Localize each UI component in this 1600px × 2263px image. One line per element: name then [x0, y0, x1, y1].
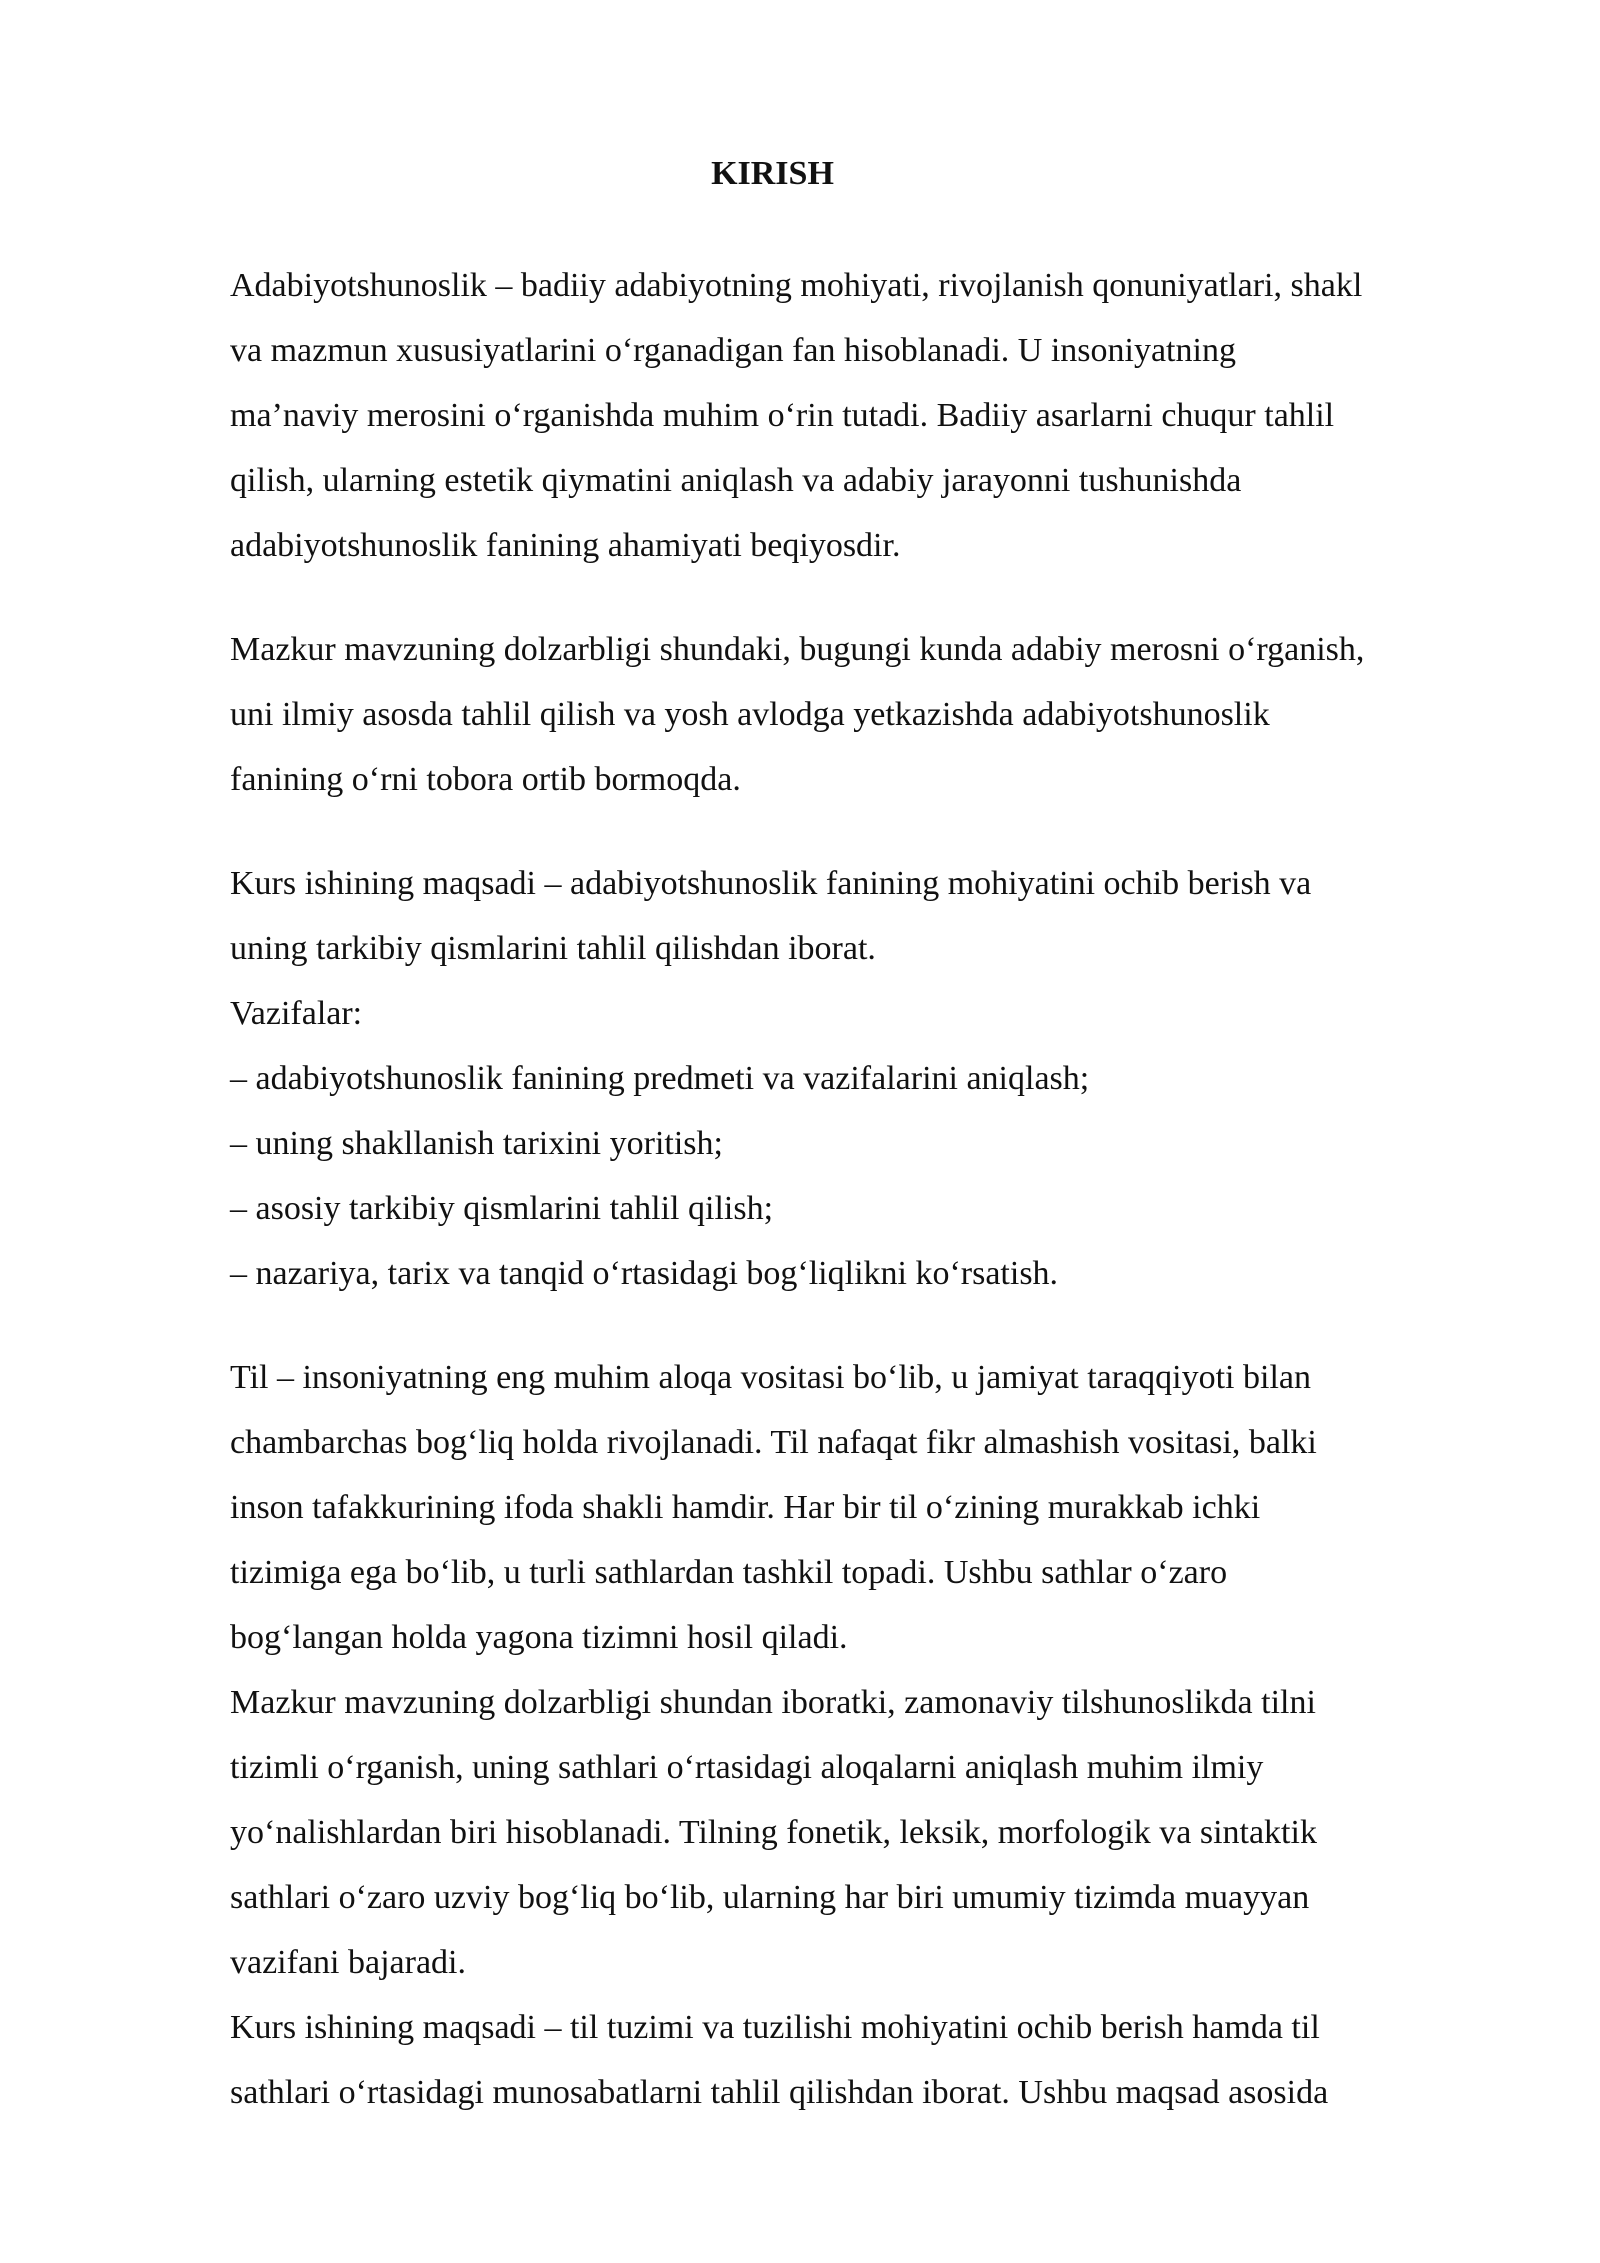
text-line: yo‘nalishlardan biri hisoblanadi. Tilning fonetik, leksik, morfologik va sintaktik	[230, 1814, 1317, 1851]
text-line: Mazkur mavzuning dolzarbligi shundaki, bugungi kunda adabiy merosni o‘rganish,	[230, 631, 1365, 668]
task-list-item: – nazariya, tarix va tanqid o‘rtasidagi bog‘liqlikni ko‘rsatish.	[230, 1255, 1059, 1292]
text-line: tizimiga ega bo‘lib, u turli sathlardan tashkil topadi. Ushbu sathlar o‘zaro	[230, 1554, 1228, 1591]
text-line: Kurs ishining maqsadi – til tuzimi va tuzilishi mohiyatini ochib berish hamda til	[230, 2009, 1320, 2046]
text-line: fanining o‘rni tobora ortib bormoqda.	[230, 761, 741, 798]
paragraph-introduction	[230, 253, 1530, 578]
document-body	[230, 253, 1530, 2125]
text-line: Adabiyotshunoslik – badiiy adabiyotning mohiyati, rivojlanish qonuniyatlari, shakl	[230, 267, 1363, 304]
paragraph-spacer	[230, 578, 1530, 617]
task-list-item: – uning shakllanish tarixini yoritish;	[230, 1125, 723, 1162]
paragraph-goals-tasks	[230, 851, 1530, 1306]
text-line: Kurs ishining maqsadi – adabiyotshunoslik fanining mohiyatini ochib berish va	[230, 865, 1312, 902]
paragraph-spacer	[230, 812, 1530, 851]
paragraph-relevance	[230, 617, 1530, 812]
text-line: Mazkur mavzuning dolzarbligi shundan iboratki, zamonaviy tilshunoslikda tilni	[230, 1684, 1316, 1721]
text-line: vazifani bajaradi.	[230, 1944, 466, 1981]
paragraph-language	[230, 1345, 1530, 2125]
page-title: KIRISH	[711, 155, 834, 192]
text-line: inson tafakkurining ifoda shakli hamdir. Har bir til o‘zining murakkab ichki	[230, 1489, 1261, 1526]
text-line: Til – insoniyatning eng muhim aloqa vositasi bo‘lib, u jamiyat taraqqiyoti bilan	[230, 1359, 1311, 1396]
tasks-heading: Vazifalar:	[230, 995, 363, 1032]
text-line: ma’naviy merosini o‘rganishda muhim o‘rin tutadi. Badiiy asarlarni chuqur tahlil	[230, 397, 1335, 434]
text-line: va mazmun xususiyatlarini o‘rganadigan fan hisoblanadi. U insoniyatning	[230, 332, 1236, 369]
text-line: sathlari o‘rtasidagi munosabatlarni tahlil qilishdan iborat. Ushbu maqsad asosida	[230, 2074, 1329, 2111]
text-line: sathlari o‘zaro uzviy bog‘liq bo‘lib, ularning har biri umumiy tizimda muayyan	[230, 1879, 1310, 1916]
text-line: chambarchas bog‘liq holda rivojlanadi. Til nafaqat fikr almashish vositasi, balki	[230, 1424, 1317, 1461]
task-list-item: – adabiyotshunoslik fanining predmeti va vazifalarini aniqlash;	[230, 1060, 1090, 1097]
text-line: uni ilmiy asosda tahlil qilish va yosh avlodga yetkazishda adabiyotshunoslik	[230, 696, 1270, 733]
text-line: uning tarkibiy qismlarini tahlil qilishdan iborat.	[230, 930, 876, 967]
text-line: bog‘langan holda yagona tizimni hosil qiladi.	[230, 1619, 848, 1656]
task-list-item: – asosiy tarkibiy qismlarini tahlil qilish;	[230, 1190, 774, 1227]
paragraph-spacer	[230, 1306, 1530, 1345]
text-line: adabiyotshunoslik fanining ahamiyati beqiyosdir.	[230, 527, 901, 564]
text-line: tizimli o‘rganish, uning sathlari o‘rtasidagi aloqalarni aniqlash muhim ilmiy	[230, 1749, 1264, 1786]
text-line: qilish, ularning estetik qiymatini aniqlash va adabiy jarayonni tushunishda	[230, 462, 1242, 499]
